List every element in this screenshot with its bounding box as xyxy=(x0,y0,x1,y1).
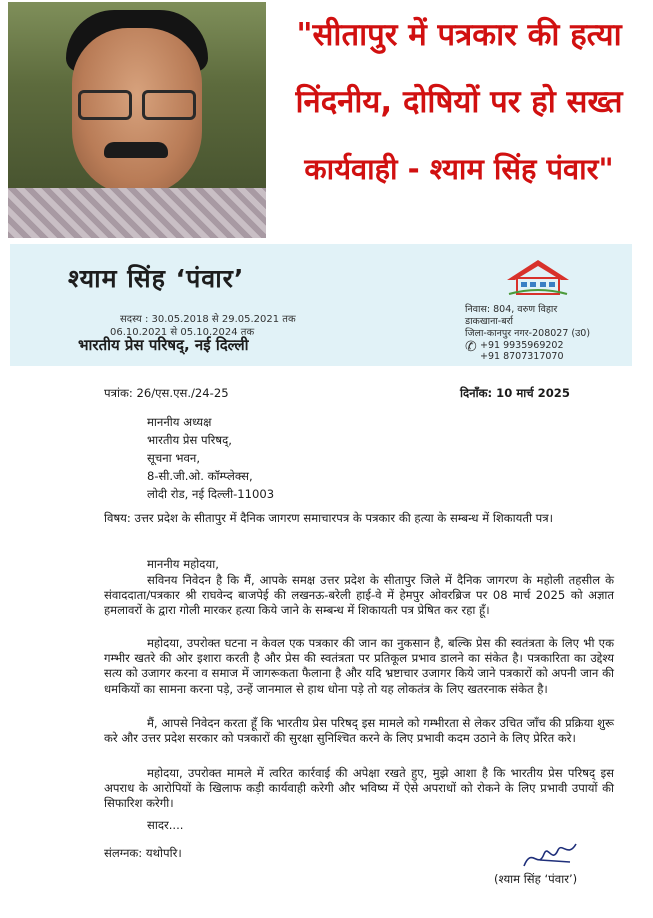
salutation: माननीय महोदया, xyxy=(147,557,219,571)
headline-line-1: "सीतापुर में पत्रकार की हत्या xyxy=(296,17,622,53)
address-line-3: जिला-कानपुर नगर-208027 (उ0) xyxy=(465,328,591,339)
portrait-photo xyxy=(8,2,266,238)
signature-scribble xyxy=(520,836,584,872)
recipient-line-5: लोदी रोड, नई दिल्ली-11003 xyxy=(147,487,275,501)
address-line-2: डाकखाना-बर्रा xyxy=(465,316,514,327)
letterhead-term-2: 06.10.2021 से 05.10.2024 तक xyxy=(110,327,255,338)
enclosure: संलग्नक: यथोपरि। xyxy=(104,846,182,860)
headline xyxy=(270,2,648,238)
headline-line-3: कार्यवाही - श्याम सिंह पंवार" xyxy=(304,152,614,186)
letter-date: दिनाँक: 10 मार्च 2025 xyxy=(460,386,570,400)
letter-subject: विषय: उत्तर प्रदेश के सीतापुर में दैनिक जागरण समाचारपत्र के पत्रकार की हत्या के सम्बन्ध में शिकायती पत्र। xyxy=(104,511,554,525)
letterhead xyxy=(10,244,632,366)
address-line-1: निवास: 804, वरुण विहार xyxy=(465,304,558,315)
letter-ref: पत्रांक: 26/एस.एस./24-25 xyxy=(104,386,229,400)
house-logo-icon xyxy=(503,258,573,296)
paragraph-1: सविनय निवेदन है कि मैं, आपके समक्ष उत्तर प्रदेश के सीतापुर जिले में दैनिक जागरण के महोली तहसील के संवाददाता/पत्रकार श्री राघवेन्द बाजपेई की लखनऊ-बरेली हाई-वे में हेमपुर ओवरब्रिज पर 08 मार्च 2025 को अज्ञात हमलावरों के द्वारा गोली मारकर हत्या किये जाने के सम्बन्ध में शिकायती पत्र प्रेषित कर रहा हूँ। xyxy=(104,573,614,618)
letterhead-name: श्याम सिंह ‘पंवार’ xyxy=(68,264,245,293)
recipient-line-3: सूचना भवन, xyxy=(147,451,201,465)
page-edge xyxy=(637,0,653,918)
recipient-line-2: भारतीय प्रेस परिषद्, xyxy=(147,433,232,447)
paragraph-2: महोदया, उपरोक्त घटना न केवल एक पत्रकार की जान का नुकसान है, बल्कि प्रेस की स्वतंत्रता के लिए भी एक गम्भीर खतरे की ओर इशारा करती है और प्रेस की स्वतंत्रता पर प्रतिकूल प्रभाव डालने का संकेत है। पत्रकारिता का उद्देश्य सत्य को उजागर करना व समाज में जागरूकता फैलाना है और यदि भ्रष्टाचार उजागर किये जाने पत्रकारों को अपनी जान की धमकियों का सामना करना पड़े, उन्हें जानमाल से हाथ धोना पड़े तो यह लोकतंत्र के लिए खतरनाक संकेत है। xyxy=(104,636,614,696)
recipient-line-1: माननीय अध्यक्ष xyxy=(147,415,212,429)
phone-number-2: +91 8707317070 xyxy=(480,351,564,362)
recipient-line-4: 8-सी.जी.ओ. कॉम्प्लेक्स, xyxy=(147,469,253,483)
phone-number-1: +91 9935969202 xyxy=(480,340,564,351)
headline-line-2: निंदनीय, दोषियों पर हो सख्त xyxy=(295,84,623,120)
closing: सादर.... xyxy=(147,818,184,832)
signature-name: (श्याम सिंह ‘पंवार’) xyxy=(494,872,578,886)
letterhead-term-1: सदस्य : 30.05.2018 से 29.05.2021 तक xyxy=(120,314,296,325)
letterhead-council: भारतीय प्रेस परिषद्, नई दिल्ली xyxy=(78,336,249,354)
paragraph-4: महोदया, उपरोक्त मामले में त्वरित कार्रवाई की अपेक्षा रखते हुए, मुझे आशा है कि भारतीय प्रेस परिषद् इस अपराध के आरोपियों के खिलाफ कड़ी कार्यवाही करेगी और भविष्य में ऐसे अपराधों को रोकने के लिए प्रभावी उपायों की सिफारिश करेगी। xyxy=(104,766,614,811)
phone-icon: ✆ xyxy=(465,339,477,355)
paragraph-3: मैं, आपसे निवेदन करता हूँ कि भारतीय प्रेस परिषद् इस मामले को गम्भीरता से लेकर उचित जाँच की प्रक्रिया शुरू करे और उत्तर प्रदेश सरकार को पत्रकारों की सुरक्षा सुनिश्चित करने के लिए प्रभावी कदम उठाने के लिए प्रेरित करे। xyxy=(104,716,614,746)
